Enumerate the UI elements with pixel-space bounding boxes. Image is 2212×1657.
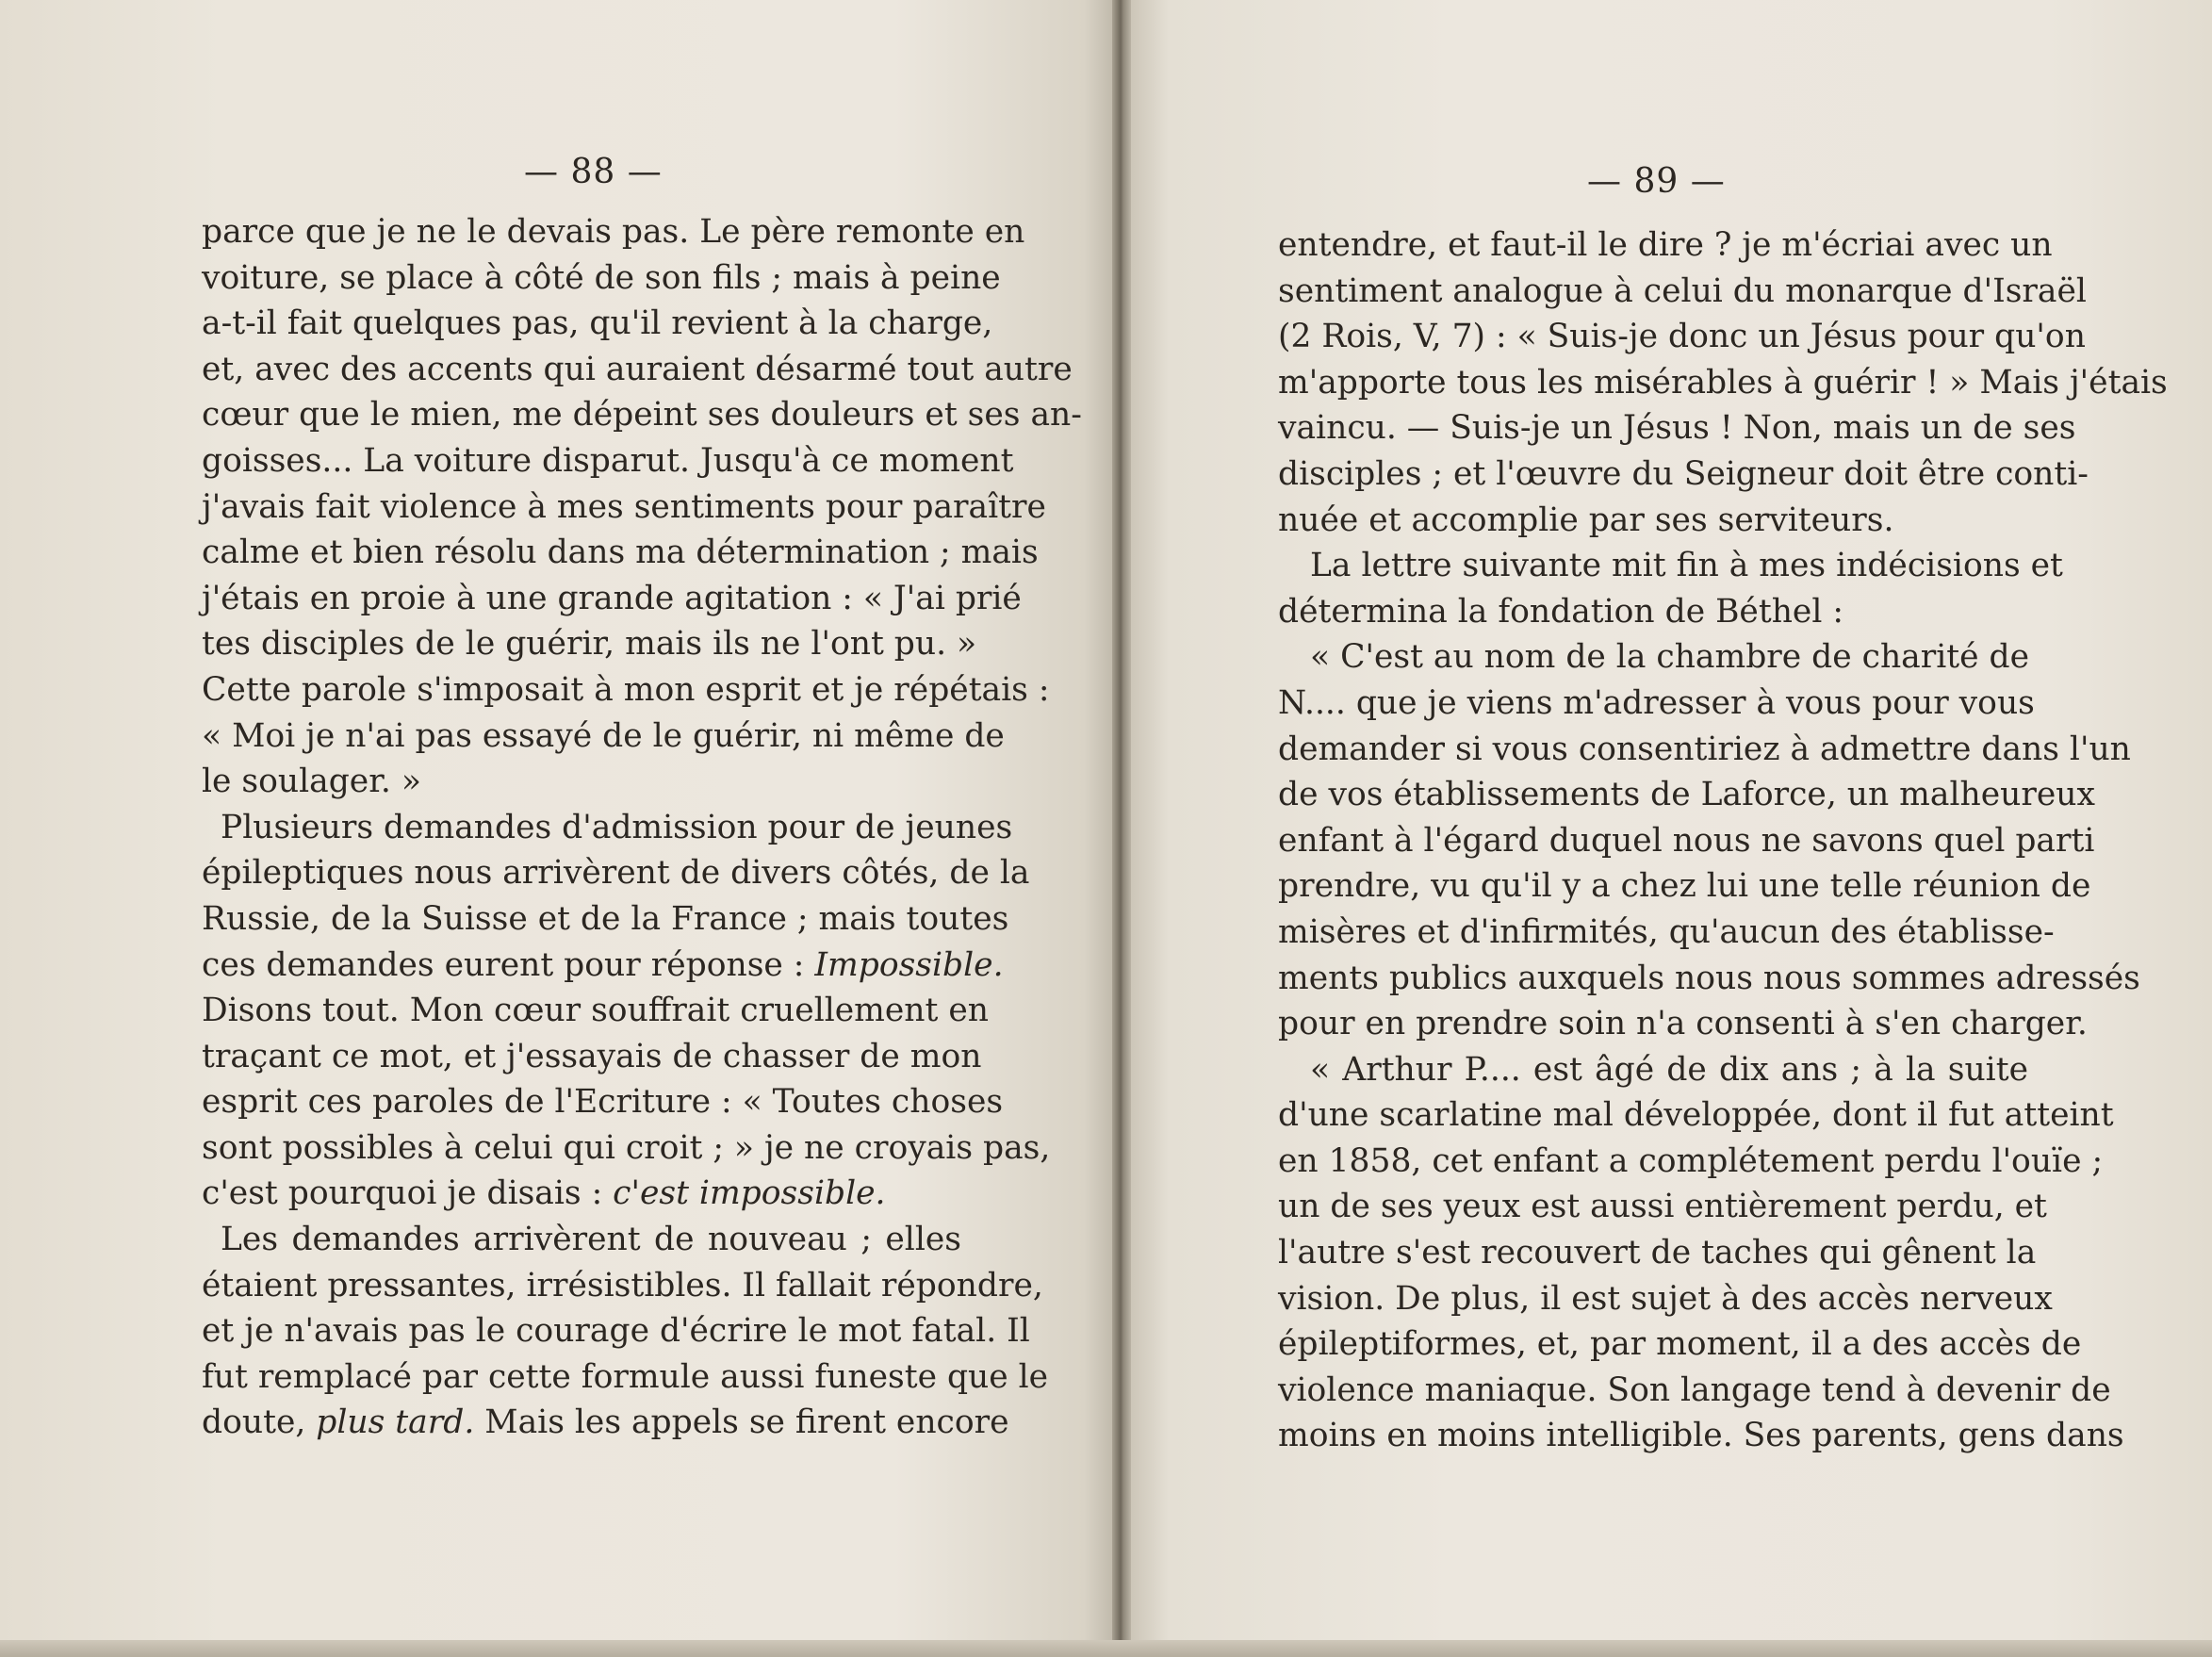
text-line: violence maniaque. Son langage tend à devenir de (1278, 1370, 2111, 1409)
text-line: sentiment analogue à celui du monarque d'Israël (1278, 271, 2087, 310)
text-line: étaient pressantes, irrésistibles. Il fallait répondre, (202, 1266, 1043, 1304)
text-line: sont possibles à celui qui croit ; » je ne croyais pas, (202, 1128, 1051, 1167)
text-line: m'apporte tous les misérables à guérir ! » Mais j'étais (1278, 363, 2168, 402)
text-run: c'est pourquoi je disais : (202, 1174, 603, 1213)
text-line (202, 1400, 1009, 1446)
text-line: un de ses yeux est aussi entièrement perdu, et (1278, 1188, 2047, 1226)
text-line: pour en prendre soin n'a consenti à s'en charger. (1278, 1005, 2088, 1043)
text-line: ments publics auxquels nous nous sommes adressés (1278, 959, 2140, 997)
text-run: ces demandes eurent pour réponse : (202, 945, 805, 984)
page-number: — 88 — (524, 153, 663, 191)
text-line (202, 943, 1004, 989)
text-line: entendre, et faut-il le dire ? je m'écriai avec un (1278, 226, 2053, 264)
text-line: moins en moins intelligible. Ses parents, gens dans (1278, 1417, 2124, 1455)
text-line: vision. De plus, il est sujet à des accès nerveux (1278, 1279, 2053, 1318)
text-line: j'avais fait violence à mes sentiments pour paraître (202, 487, 1046, 526)
text-line: de vos établissements de Laforce, un malheureux (1278, 776, 2095, 814)
text-line: Russie, de la Suisse et de la France ; mais toutes (202, 899, 1009, 938)
text-line: j'étais en proie à une grande agitation : « J'ai prié (202, 579, 1022, 617)
text-line: esprit ces paroles de l'Ecriture : « Toutes choses (202, 1083, 1004, 1122)
text-line: Disons tout. Mon cœur souffrait cruellement en (202, 992, 989, 1030)
text-line: N.... que je viens m'adresser à vous pour vous (1278, 683, 2035, 722)
text-line: vaincu. — Suis-je un Jésus ! Non, mais un de ses (1278, 409, 2076, 448)
text-line: épileptiformes, et, par moment, il a des accès de (1278, 1325, 2082, 1364)
text-line: parce que je ne le devais pas. Le père remonte en (202, 213, 1025, 251)
text-line: goisses... La voiture disparut. Jusqu'à ce moment (202, 441, 1014, 480)
text-line: « Arthur P.... est âgé de dix ans ; à la suite (1310, 1050, 2028, 1089)
italic-word: plus tard. (316, 1403, 475, 1442)
text-line: calme et bien résolu dans ma détermination ; mais (202, 533, 1039, 572)
text-line: et, avec des accents qui auraient désarmé tout autre (202, 350, 1073, 388)
text-line: traçant ce mot, et j'essayais de chasser de mon (202, 1037, 982, 1075)
text-line: l'autre s'est recouvert de taches qui gênent la (1278, 1234, 2037, 1272)
text-line: prendre, vu qu'il y a chez lui une telle réunion de (1278, 867, 2091, 906)
text-line: en 1858, cet enfant a complétement perdu l'ouïe ; (1278, 1141, 2104, 1180)
page-text (202, 209, 1082, 1446)
italic-word: Impossible. (814, 945, 1004, 984)
text-line: disciples ; et l'œuvre du Seigneur doit être conti- (1278, 454, 2089, 493)
text-line: Plusieurs demandes d'admission pour de jeunes (221, 808, 1013, 846)
text-line: La lettre suivante mit fin à mes indécisions et (1310, 547, 2063, 585)
italic-word: c'est impossible. (613, 1174, 886, 1213)
text-line: voiture, se place à côté de son fils ; mais à peine (202, 258, 1001, 297)
text-line: (2 Rois, V, 7) : « Suis-je donc un Jésus pour qu'on (1278, 318, 2086, 356)
page-text (1278, 222, 2168, 1459)
text-line: a-t-il fait quelques pas, qu'il revient à la charge, (202, 304, 993, 343)
page-bottom-edge (0, 1640, 2212, 1657)
text-line: « C'est au nom de la chambre de charité de (1310, 638, 2030, 677)
page-number: — 89 — (1587, 162, 1726, 201)
text-line: « Moi je n'ai pas essayé de le guérir, ni même de (202, 716, 1005, 755)
text-run: doute, (202, 1403, 306, 1442)
text-line: misères et d'infirmités, qu'aucun des établisse- (1278, 912, 2055, 951)
text-line: d'une scarlatine mal développée, dont il fut atteint (1278, 1096, 2114, 1135)
text-line: nuée et accomplie par ses serviteurs. (1278, 500, 1894, 539)
text-line: enfant à l'égard duquel nous ne savons quel parti (1278, 821, 2095, 860)
text-line: et je n'avais pas le courage d'écrire le mot fatal. Il (202, 1312, 1030, 1351)
text-line: détermina la fondation de Béthel : (1278, 592, 1843, 631)
text-line: épileptiques nous arrivèrent de divers côtés, de la (202, 854, 1030, 893)
text-line: le soulager. » (202, 763, 421, 801)
text-line: fut remplacé par cette formule aussi funeste que le (202, 1357, 1049, 1396)
text-line: demander si vous consentiriez à admettre dans l'un (1278, 730, 2131, 768)
right-page (1125, 0, 2212, 1657)
book-gutter (1112, 0, 1131, 1657)
text-run: Mais les appels se firent encore (484, 1403, 1009, 1442)
text-line: tes disciples de le guérir, mais ils ne l'ont pu. » (202, 625, 977, 664)
text-line: cœur que le mien, me dépeint ses douleurs et ses an- (202, 396, 1082, 435)
text-line: Les demandes arrivèrent de nouveau ; elles (221, 1221, 961, 1259)
text-line (202, 1171, 961, 1217)
text-line: Cette parole s'imposait à mon esprit et je répétais : (202, 670, 1050, 709)
